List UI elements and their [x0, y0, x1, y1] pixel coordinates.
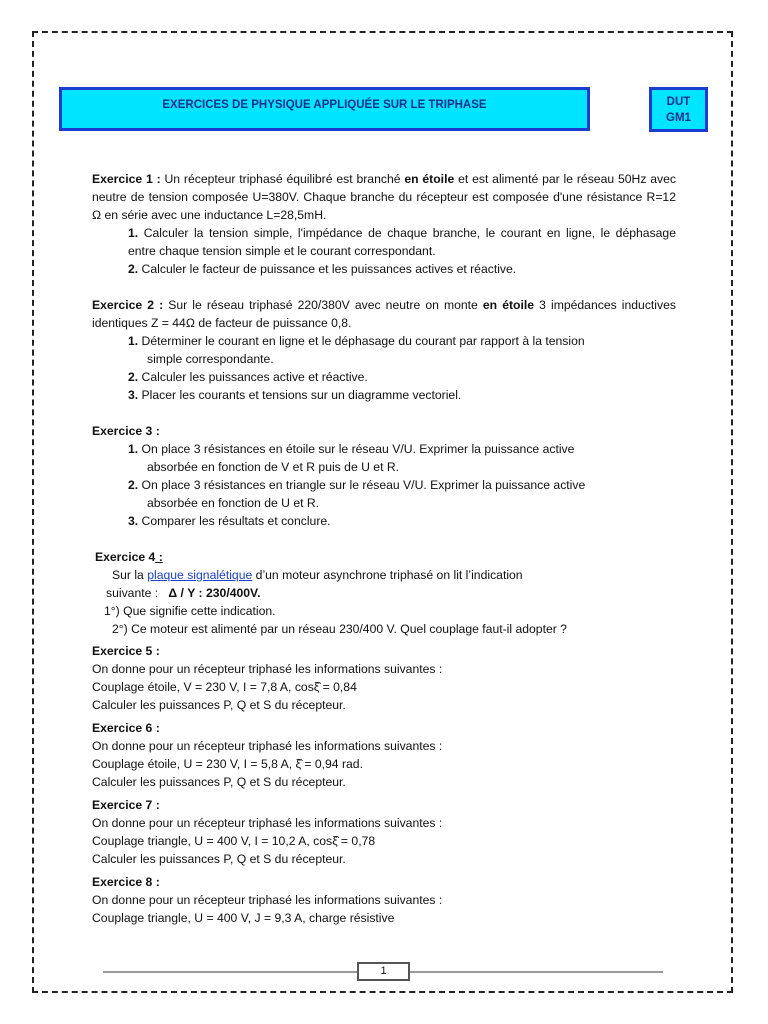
question-text: Placer les courants et tensions sur un diagramme vectoriel. [138, 388, 462, 402]
exercise-5-line-3: Calculer les puissances P, Q et S du récepteur. [92, 698, 346, 712]
exercise-2-bold: en étoile [482, 298, 535, 312]
exercise-5-label-text: Exercice 5 : [92, 644, 160, 658]
exercise-1-statement [92, 170, 676, 224]
exercise-1-question-1 [92, 224, 676, 260]
question-number: 3. [128, 388, 139, 402]
exercise-1-text-a: Un récepteur triphasé équilibré est branché [160, 172, 405, 186]
course-badge-line2: GM1 [666, 112, 691, 124]
question-number: 1. [128, 226, 139, 240]
course-badge-line1: DUT [666, 96, 691, 108]
exercise-1-bold: en étoile [404, 172, 455, 186]
question-number: 1. [128, 334, 139, 348]
course-badge [649, 87, 708, 132]
question-number: 2. [128, 262, 139, 276]
exercise-7-line-2: Couplage triangle, U = 400 V, I = 10,2 A, cosξ̂ = 0,78 [92, 834, 376, 848]
exercise-6-label-text: Exercice 6 : [92, 721, 160, 735]
exercise-8-line-1: On donne pour un récepteur triphasé les informations suivantes : [92, 893, 443, 907]
exercise-2-question-3 [92, 386, 676, 404]
exercise-6-line-2: Couplage étoile, U = 230 V, I = 5,8 A, ξ̂ = 0,94 rad. [92, 757, 363, 771]
question-number: 3. [128, 514, 139, 528]
exercise-4-text-b: d’un moteur asynchrone triphasé on lit l’indication [252, 568, 523, 582]
exercise-3-question-3 [92, 512, 676, 530]
exercise-4-line-2 [92, 584, 676, 602]
exercise-2-text-b: 3 impédances inductives identiques Z = 44Ω de facteur de puissance 0,8. [92, 298, 676, 330]
exercise-6-line-1: On donne pour un récepteur triphasé les informations suivantes : [92, 739, 443, 753]
exercise-8-label [92, 873, 676, 891]
exercise-3-question-2 [92, 476, 676, 494]
exercise-1-text-b: et est alimenté par le réseau 50Hz avec neutre de tension composée U=380V. Chaque branche du récepteur est composée d'une résistance R=12 Ω en série avec une inductance L=28,5mH. [92, 172, 676, 222]
exercise-8-label-text: Exercice 8 : [92, 875, 160, 889]
page-number: 1 [357, 962, 410, 981]
question-text: Calculer la tension simple, l'impédance de chaque branche, le courant en ligne, le déphasage entre chaque tension simple et le courant correspondant. [128, 226, 676, 258]
exercise-5-label [92, 642, 676, 660]
exercise-2-label: Exercice 2 : [92, 298, 164, 312]
exercise-4-suivante: suivante : [106, 586, 159, 600]
exercise-2-statement [92, 296, 676, 332]
exercise-1-question-2 [92, 260, 676, 278]
exercise-3-question-1 [92, 440, 676, 458]
exercise-3-question-1-cont: absorbée en fonction de V et R puis de U et R. [147, 460, 400, 474]
question-number: 2. [128, 370, 139, 384]
page-title: EXERCICES DE PHYSIQUE APPLIQUÉE SUR LE TRIPHASE [162, 99, 487, 111]
exercise-3-label-text: Exercice 3 : [92, 424, 160, 438]
question-text: Déterminer le courant en ligne et le déphasage du courant par rapport à la tension [138, 334, 585, 348]
question-text: On place 3 résistances en étoile sur le réseau V/U. Exprimer la puissance active [138, 442, 575, 456]
exercise-4-label-text: Exercice 4 [95, 550, 156, 564]
exercise-7-line-1: On donne pour un récepteur triphasé les informations suivantes : [92, 816, 443, 830]
exercise-5-line-1: On donne pour un récepteur triphasé les informations suivantes : [92, 662, 443, 676]
exercise-7-label [92, 796, 676, 814]
exercise-4-question-2: 2°) Ce moteur est alimenté par un réseau 230/400 V. Quel couplage faut-il adopter ? [112, 622, 567, 636]
exercise-5-line-2: Couplage étoile, V = 230 V, I = 7,8 A, cosξ̂ = 0,84 [92, 680, 357, 694]
title-banner [59, 87, 590, 131]
exercise-6-line-3: Calculer les puissances P, Q et S du récepteur. [92, 775, 346, 789]
exercise-7-label-text: Exercice 7 : [92, 798, 160, 812]
exercise-4-question-1: 1°) Que signifie cette indication. [104, 604, 276, 618]
exercise-2-question-1 [92, 332, 676, 350]
exercise-4-coupling-indication: Δ / Y : 230/400V. [168, 586, 261, 600]
question-text: Calculer le facteur de puissance et les puissances actives et réactive. [138, 262, 517, 276]
exercise-4-text-a: Sur la [112, 568, 148, 582]
question-text: Comparer les résultats et conclure. [138, 514, 331, 528]
exercise-3-question-2-cont: absorbée en fonction de U et R. [147, 496, 320, 510]
exercise-list [92, 170, 676, 927]
exercise-6-label [92, 719, 676, 737]
plaque-signaletique-link[interactable]: plaque signalétique [147, 568, 253, 582]
question-number: 2. [128, 478, 139, 492]
exercise-3-label [92, 422, 676, 440]
exercise-2-question-2 [92, 368, 676, 386]
question-text: On place 3 résistances en triangle sur le réseau V/U. Exprimer la puissance active [138, 478, 586, 492]
question-text: Calculer les puissances active et réactive. [138, 370, 368, 384]
exercise-4-line-1 [92, 566, 676, 584]
exercise-1-label: Exercice 1 : [92, 172, 161, 186]
exercise-2-question-1-cont: simple correspondante. [147, 352, 274, 366]
exercise-4-colon: : [155, 550, 163, 564]
question-number: 1. [128, 442, 139, 456]
exercise-2-text-a: Sur le réseau triphasé 220/380V avec neutre on monte [163, 298, 483, 312]
exercise-4-label [92, 548, 676, 566]
exercise-8-line-2: Couplage triangle, U = 400 V, J = 9,3 A, charge résistive [92, 911, 395, 925]
exercise-7-line-3: Calculer les puissances P, Q et S du récepteur. [92, 852, 346, 866]
